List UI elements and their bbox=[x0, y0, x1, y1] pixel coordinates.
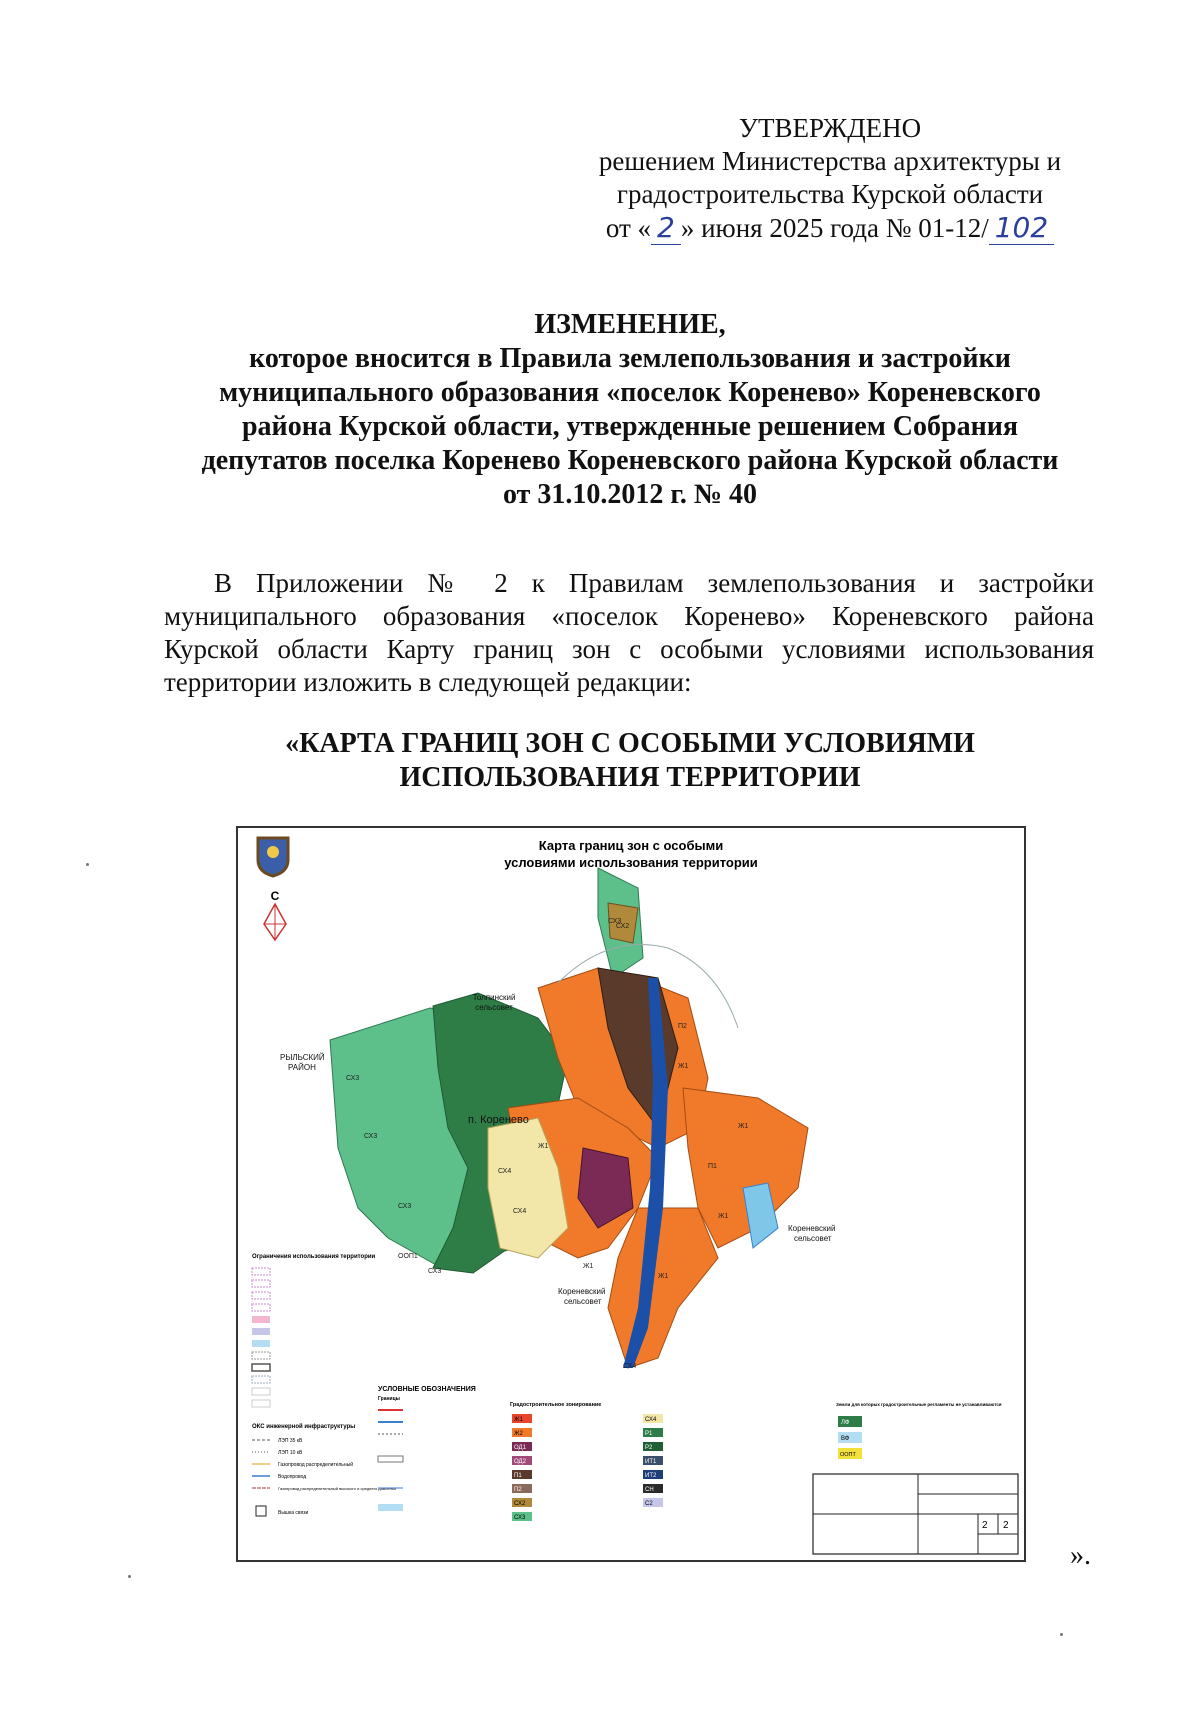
zone-code: Ж1 bbox=[718, 1213, 729, 1220]
legend-zone-code: ОД1 bbox=[514, 1445, 526, 1451]
approval-day-handwritten: 2 bbox=[651, 211, 681, 245]
scan-speck bbox=[86, 863, 89, 866]
zone-code: СХ3 bbox=[428, 1268, 442, 1275]
title-line-1: ИЗМЕНЕНИЕ, bbox=[534, 309, 726, 340]
zone-code: Ж1 bbox=[538, 1143, 549, 1150]
stamp-number: 2 bbox=[1003, 1520, 1009, 1531]
map-header-line-2: условиями использования территории bbox=[504, 855, 758, 870]
paragraph-line-4: территории изложить в следующей редакции: bbox=[164, 667, 692, 697]
closing-quote: ». bbox=[1070, 1540, 1091, 1571]
zone-code: Ж1 bbox=[583, 1263, 594, 1270]
approval-number-handwritten: 102 bbox=[989, 211, 1054, 245]
legend-zone-code: ИТ2 bbox=[645, 1473, 657, 1479]
map-header-line-1: Карта границ зон с особыми bbox=[538, 838, 724, 853]
zone-code: СХ3 bbox=[364, 1133, 378, 1140]
legend-zone-code: Ж2 bbox=[514, 1431, 523, 1437]
label-korenevsky-south-2: сельсовет bbox=[564, 1297, 602, 1306]
legend-zone-code: ОД2 bbox=[514, 1459, 526, 1465]
legend-oks-item: Вышка связи bbox=[278, 1510, 309, 1516]
legend-symbols bbox=[378, 1386, 476, 1511]
zone-code: Ж1 bbox=[658, 1273, 669, 1280]
zone-code: СХ4 bbox=[623, 1363, 637, 1370]
legend-lands-code: ООПТ bbox=[840, 1452, 856, 1458]
approval-date-middle: » июня 2025 года № 01-12/ bbox=[680, 213, 989, 243]
zone-code: Ж1 bbox=[738, 1123, 749, 1130]
legend-restrictions-title: Ограничения использования территории bbox=[252, 1254, 376, 1260]
scan-speck bbox=[1060, 1633, 1063, 1636]
legend-zoning bbox=[510, 1402, 663, 1521]
label-rylsky: РЫЛЬСКИЙ bbox=[280, 1053, 325, 1062]
legend-zoning-title: Градостроительное зонирование bbox=[510, 1402, 602, 1408]
legend-borders-title: Границы bbox=[378, 1396, 400, 1402]
zones-map-svg bbox=[238, 828, 1024, 1560]
north-arrow-icon bbox=[264, 889, 286, 940]
map-section-title-line-2: ИСПОЛЬЗОВАНИЯ ТЕРРИТОРИИ bbox=[399, 762, 861, 793]
label-rylsky-2: РАЙОН bbox=[288, 1063, 316, 1072]
legend-oks-item: ЛЭП 10 кВ bbox=[278, 1450, 303, 1456]
legend-zone-code: С2 bbox=[645, 1501, 653, 1507]
legend-zone-code: Р1 bbox=[645, 1431, 653, 1437]
approval-block bbox=[560, 112, 1100, 245]
stamp-number: 2 bbox=[982, 1520, 988, 1531]
legend-zone-code: СХ3 bbox=[514, 1515, 526, 1521]
title-line-6: от 31.10.2012 г. № 40 bbox=[502, 479, 758, 510]
label-korenevsky-south: Кореневский bbox=[558, 1287, 606, 1296]
paragraph-line-2: муниципального образования «поселок Коренево» Кореневского района bbox=[164, 601, 1094, 631]
legend-zone-code: СХ4 bbox=[645, 1417, 657, 1423]
title-line-3: муниципального образования «поселок Коренево» Кореневского bbox=[219, 377, 1041, 408]
title-line-4: района Курской области, утвержденные решением Собрания bbox=[241, 411, 1019, 442]
map-section-title bbox=[150, 727, 1110, 795]
approval-date-prefix: от « bbox=[605, 213, 652, 243]
zone-code: СХ3 bbox=[608, 918, 622, 925]
zones-map bbox=[236, 826, 1026, 1562]
title-line-5: депутатов поселка Коренево Кореневского района Курской области bbox=[201, 445, 1059, 476]
title-stamp bbox=[813, 1474, 1018, 1554]
scan-speck bbox=[128, 1575, 131, 1578]
legend-restrictions bbox=[252, 1254, 396, 1516]
legend-lands bbox=[836, 1402, 1002, 1459]
legend-zone-code: П2 bbox=[514, 1487, 522, 1493]
legend-lands-code: ЛФ bbox=[841, 1420, 850, 1426]
paragraph-line-3: Курской области Карту границ зон с особыми условиями использования bbox=[164, 634, 1094, 664]
body-paragraph bbox=[164, 567, 1094, 699]
legend-zone-code: СН bbox=[645, 1487, 654, 1493]
legend-zone-code: СХ2 bbox=[514, 1501, 526, 1507]
approval-date-line bbox=[560, 211, 1100, 245]
title-line-2: которое вносится в Правила землепользования и застройки bbox=[249, 343, 1011, 374]
zone-code: СХ4 bbox=[513, 1208, 527, 1215]
zone-code: П1 bbox=[708, 1163, 717, 1170]
map-section-title-line-1: «КАРТА ГРАНИЦ ЗОН С ОСОБЫМИ УСЛОВИЯМИ bbox=[285, 728, 975, 759]
legend-oks-item: Газопровод распределительный bbox=[278, 1462, 353, 1468]
label-korenevsky-east: Кореневский bbox=[788, 1224, 836, 1233]
paragraph-line-1: В Приложении № 2 к Правилам землепользования и застройки bbox=[214, 568, 1094, 598]
zone-code: Ж1 bbox=[678, 1063, 689, 1070]
legend-oks-item: Водопровод bbox=[278, 1474, 307, 1480]
zone-code: ООП1 bbox=[398, 1253, 418, 1260]
zone-code: СХ2 bbox=[616, 923, 630, 930]
legend-zone-code: Ж1 bbox=[514, 1417, 523, 1423]
approval-line-2: решением Министерства архитектуры и bbox=[598, 146, 1062, 176]
legend-zone-code: ИТ1 bbox=[645, 1459, 657, 1465]
zone-code: СХ3 bbox=[346, 1075, 360, 1082]
legend-zone-code: П1 bbox=[514, 1473, 522, 1479]
label-korenevo: п. Коренево bbox=[468, 1114, 529, 1126]
document-title bbox=[150, 308, 1110, 512]
zone-code: СХ4 bbox=[498, 1168, 512, 1175]
zone-residential-south bbox=[608, 1208, 718, 1368]
approval-heading: УТВЕРЖДЕНО bbox=[738, 113, 922, 143]
north-label: С bbox=[270, 889, 280, 903]
label-toplinsky: Толпинский bbox=[472, 993, 516, 1002]
legend-zone-code: Р2 bbox=[645, 1445, 653, 1451]
legend-oks-item: Газопровод распределительный высокого и среднего давления bbox=[278, 1486, 397, 1491]
legend-symbols-title: УСЛОВНЫЕ ОБОЗНАЧЕНИЯ bbox=[378, 1386, 476, 1393]
legend-oks-title: ОКС инженерной инфраструктуры bbox=[252, 1424, 356, 1430]
tower-icon bbox=[256, 1506, 266, 1516]
zone-code: П2 bbox=[678, 1023, 687, 1030]
coat-of-arms-icon bbox=[258, 838, 288, 876]
approval-line-3: градостроительства Курской области bbox=[616, 179, 1044, 209]
zone-code: СХ3 bbox=[398, 1203, 412, 1210]
legend-lands-title: Земли для которых градостроительные регламенты не устанавливаются bbox=[836, 1402, 1002, 1407]
legend-oks-item: ЛЭП 35 кВ bbox=[278, 1438, 303, 1444]
label-toplinsky-2: сельсовет bbox=[475, 1003, 513, 1012]
legend-lands-code: ВФ bbox=[841, 1436, 850, 1442]
label-korenevsky-east-2: сельсовет bbox=[794, 1234, 832, 1243]
